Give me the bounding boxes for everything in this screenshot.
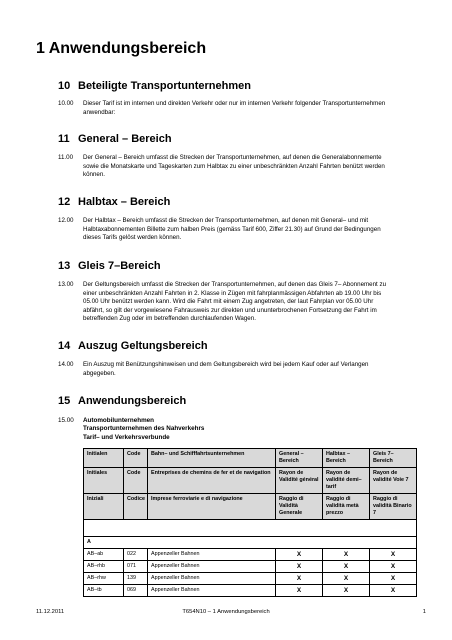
- paragraph-number-15-00: 15.00: [58, 417, 74, 424]
- operators-table: [83, 448, 417, 597]
- section-heading-14: 14 Auszug Geltungsbereich: [58, 340, 208, 352]
- footer-page-number: 1: [422, 609, 426, 615]
- page-title: 1 Anwendungsbereich: [36, 40, 207, 57]
- section-heading-10: 10 Beteiligte Transportunternehmen: [58, 80, 251, 92]
- table-group-row: A: [84, 537, 417, 549]
- table-row: AB–ab 022 Appenzeller Bahnen X X X: [84, 549, 417, 561]
- section-heading-13: 13 Gleis 7–Bereich: [58, 260, 161, 272]
- paragraph-10-00: 10.00 Dieser Tarif ist im internen und direkten Verkehr oder nur im internen Verkehr folgender Transportunternehmen anwendbar:: [58, 100, 386, 116]
- table-subheading: Automobilunternehmen Transportunternehmen des Nahverkehrs Tarif– und Verkehrsverbunde: [83, 417, 205, 441]
- section-heading-15: 15 Anwendungsbereich: [58, 395, 187, 407]
- footer-date: 11.12.2011: [36, 609, 65, 615]
- section-heading-12: 12 Halbtax – Bereich: [58, 196, 171, 208]
- table-header-row-fr: Initiales Code Entreprises de chemins de fer et de navigation Rayon de Validité général Rayon de validité demi–tarif Rayon de validité Voie 7: [84, 468, 417, 494]
- table-header-row-de: Initialen Code Bahn– und Schifffahrtsunternehmen General – Bereich Halbtax – Bereich Gleis 7–Bereich: [84, 449, 417, 468]
- table-spacer-row: [84, 520, 417, 537]
- paragraph-11-00: 11.00 Der General – Bereich umfasst die Strecken der Transportunternehmen, auf denen die Generalabonnemente sowie die Monatskarte und Tageskarten zum Halbtax zu einer unbeschränkten Anzahl Fahrten benützt werden können.: [58, 154, 385, 179]
- paragraph-13-00: 13.00 Der Geltungsbereich umfasst die Strecken der Transportunternehmen, auf denen das Gleis 7– Abonnement zu einer unbeschränkten Anzahl Fahrten in 2. Klasse in Zügen mit fahrplanmässigen Abfahrten ab 19.00 Uhr bis 05.00 Uhr benützt werden kann. Wird die Fahrt mit einem Zug angetreten, der laut Fahrplan vor 05.00 Uhr abfährt, so gilt der vorgewiesene Fahrausweis zur direkten und ununterbrochenen Fortsetzung der Fahrt im betreffenden Zug oder im betreffenden durchlaufenden Wagen.: [58, 281, 387, 323]
- section-heading-11: 11 General – Bereich: [58, 133, 172, 145]
- footer-document-reference: T654N10 – 1 Anwendungsbereich: [182, 609, 270, 615]
- paragraph-12-00: 12.00 Der Halbtax – Bereich umfasst die Strecken der Transportunternehmen, auf denen mit General– und mit Halbtaxabonnementen Billette zum halben Preis (gemäss Tarif 600, Ziffer 21.30) auf Grund der Bedingungen dieses Tarifs gelöst werden können.: [58, 217, 381, 242]
- table-row: AB–rhb 071 Appenzeller Bahnen X X X: [84, 561, 417, 573]
- table-header-row-it: Iniziali Codice Imprese ferroviarie e di navigazione Raggio di Validità Generale Raggio di validità metà prezzo Raggio di validità Binario 7: [84, 494, 417, 520]
- table-row: AB–rhw 139 Appenzeller Bahnen X X X: [84, 573, 417, 585]
- table-row: AB–tb 069 Appenzeller Bahnen X X X: [84, 585, 417, 597]
- paragraph-14-00: 14.00 Ein Auszug mit Benützungshinweisen und dem Geltungsbereich wird bei jedem Kauf oder auf Verlangen abgegeben.: [58, 361, 369, 377]
